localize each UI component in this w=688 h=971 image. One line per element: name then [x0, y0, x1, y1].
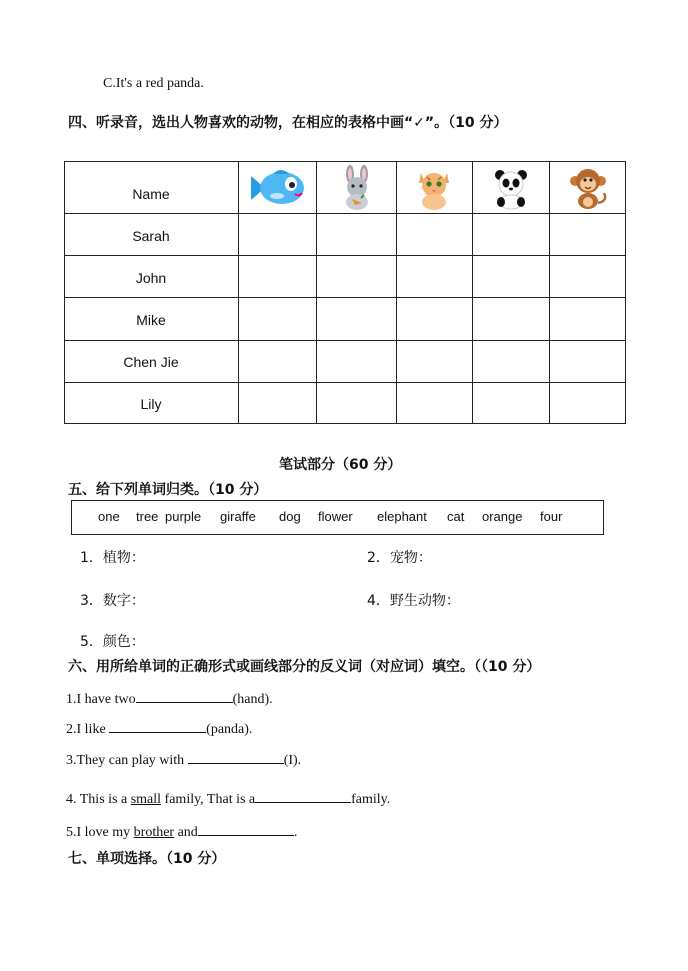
cat-icon [397, 164, 471, 212]
section-7-title: 七、单项选择。（10 分） [68, 851, 226, 867]
section-6-title: 六、用所给单词的正确形式或画线部分的反义词（对应词）填空。（（10 分） [68, 659, 541, 675]
name-john: John [135, 270, 167, 286]
word-purple: purple [165, 509, 202, 524]
section-5-title: 五、给下列单词归类。（10 分） [68, 482, 268, 498]
answer-blank-2[interactable] [109, 720, 206, 733]
header-name: Name [132, 186, 170, 202]
monkey-icon [550, 164, 626, 212]
answer-blank-5[interactable] [198, 823, 294, 836]
category-numbers: 3．数字： [80, 593, 145, 609]
word-orange: orange [482, 509, 523, 524]
question-1: 1.I have two (hand). [66, 692, 273, 707]
word-dog: dog [279, 509, 301, 524]
name-lily: Lily [140, 396, 162, 412]
name-sarah: Sarah [132, 228, 170, 244]
answer-blank-1[interactable] [136, 690, 233, 703]
panda-icon [473, 164, 549, 212]
word-flower: flower [318, 509, 353, 524]
category-plants: 1．植物： [80, 550, 145, 566]
word-four: four [540, 509, 563, 524]
section-4-title: 四、听录音，选出人物喜欢的动物，在相应的表格中画“✓”。（10 分） [68, 115, 508, 131]
question-4: 4. This is a small family, That is a family. [66, 792, 391, 807]
question-3: 3.They can play with (I). [66, 753, 302, 768]
word-one: one [98, 509, 120, 524]
word-tree: tree [136, 509, 159, 524]
word-giraffe: giraffe [220, 509, 256, 524]
category-colors: 5．颜色： [80, 634, 145, 650]
fish-icon [241, 164, 315, 212]
question-5: 5.I love my brother and . [66, 825, 298, 840]
category-pets: 2．宠物： [367, 550, 432, 566]
underlined-word-small: small [130, 792, 162, 807]
word-box [71, 500, 604, 535]
word-elephant: elephant [377, 509, 427, 524]
answer-blank-4[interactable] [255, 790, 351, 803]
question-2: 2.I like (panda). [66, 722, 253, 737]
option-c: C.It's a red panda. [103, 76, 204, 91]
name-chen-jie: Chen Jie [123, 354, 179, 370]
written-part-title: 笔试部分（60 分） [279, 457, 402, 473]
word-cat: cat [447, 509, 465, 524]
name-mike: Mike [136, 312, 166, 328]
listening-table [64, 161, 626, 424]
answer-blank-3[interactable] [188, 751, 284, 764]
rabbit-icon [319, 164, 395, 212]
underlined-word-brother: brother [133, 825, 175, 840]
category-wild-animals: 4．野生动物： [367, 593, 460, 609]
